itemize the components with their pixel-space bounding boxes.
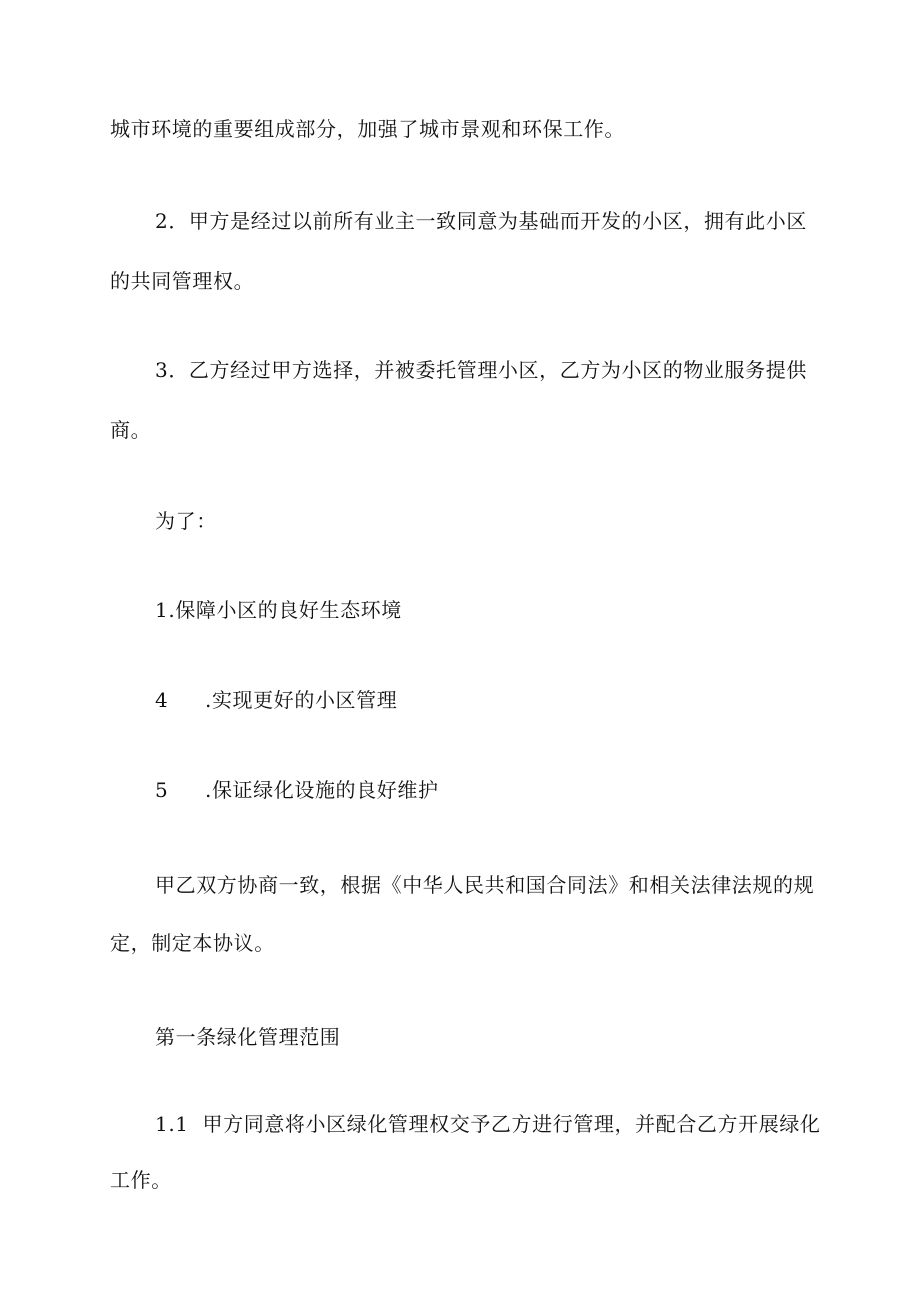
purpose-item-3: [155, 777, 439, 803]
purpose-item-1: [155, 597, 402, 623]
clause-3-line-1: 3．乙方经过甲方选择，并被委托管理小区，乙方为小区的物业服务提供: [155, 358, 807, 382]
clause-1-1-line-2: 工作。: [110, 1168, 172, 1192]
clause-2-line-1: 2．甲方是经过以前所有业主一致同意为基础而开发的小区，拥有此小区: [155, 209, 807, 233]
purpose-item-3-text: .保证绿化设施的良好维护: [205, 778, 439, 802]
purpose-item-1-text: 1.保障小区的良好生态环境: [155, 598, 402, 622]
purpose-item-2-text: .实现更好的小区管理: [205, 688, 398, 712]
purpose-item-2: [155, 687, 397, 713]
agreement-line-1: 甲乙双方协商一致，根据《中华人民共和国合同法》和相关法律法规的规: [155, 873, 815, 897]
clause-2-line-2: 的共同管理权。: [110, 269, 255, 293]
purpose-item-3-number: 5: [155, 778, 169, 802]
agreement-line-2: 定，制定本协议。: [110, 931, 275, 955]
intro-tail-text: 城市环境的重要组成部分，加强了城市景观和环保工作。: [110, 117, 625, 141]
purpose-heading: 为了：: [155, 509, 217, 533]
article-1-title: 第一条绿化管理范围: [155, 1025, 341, 1049]
clause-1-1-line-1: 1.1 甲方同意将小区绿化管理权交予乙方进行管理，并配合乙方开展绿化: [155, 1112, 821, 1136]
purpose-item-2-number: 4: [155, 688, 169, 712]
clause-3-line-2: 商。: [110, 418, 152, 442]
